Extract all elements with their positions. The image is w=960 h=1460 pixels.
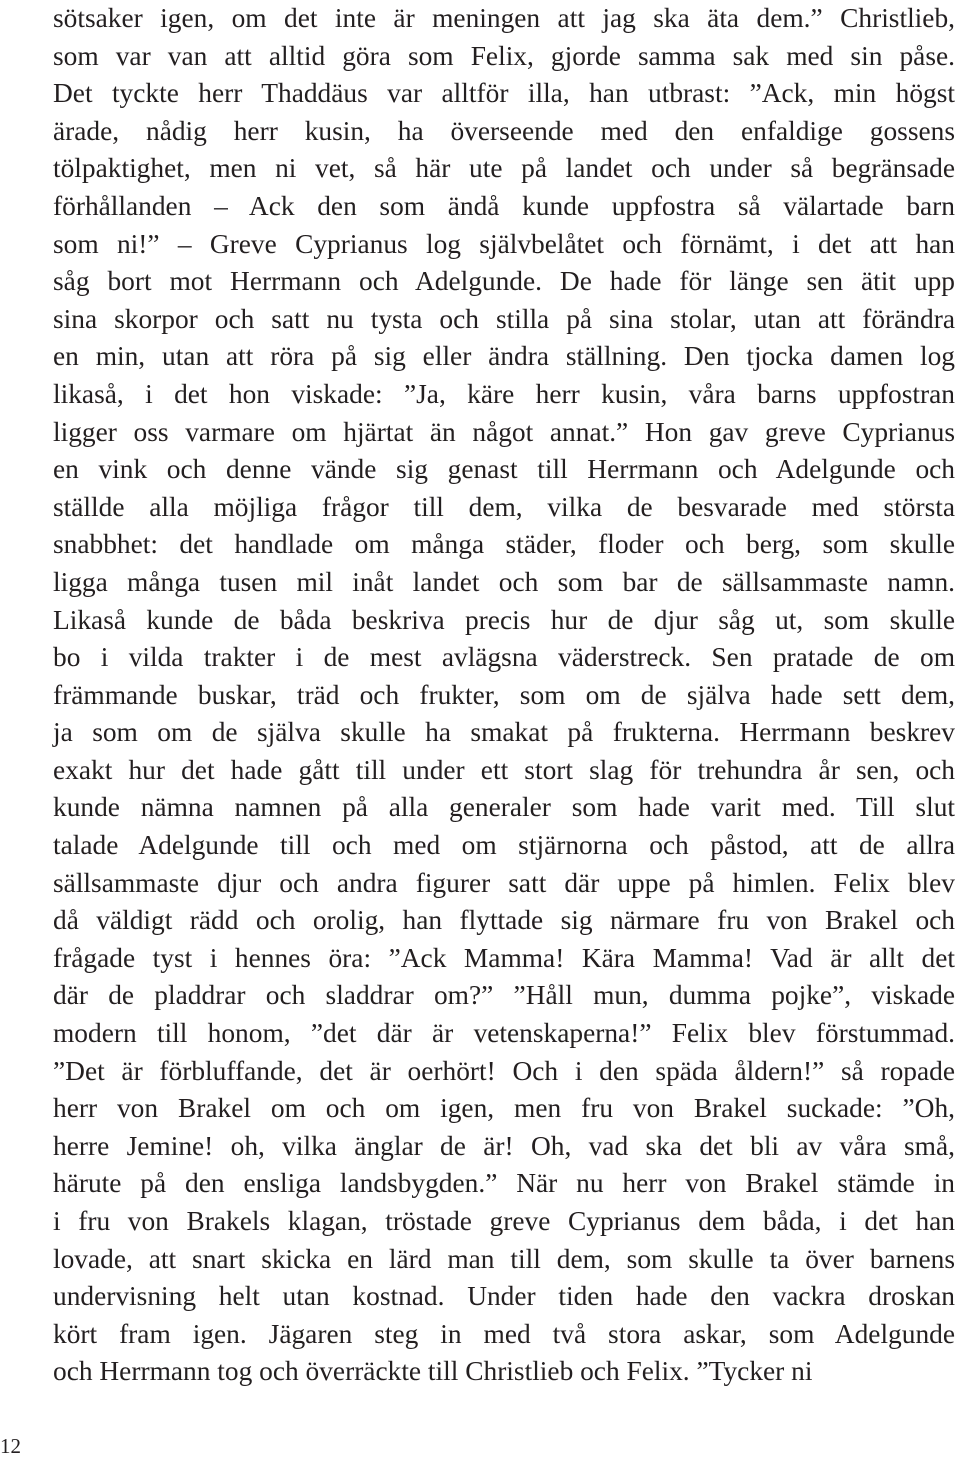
text-line: tölpaktighet, men ni vet, så här ute på landet och under så begränsade: [53, 153, 955, 184]
body-text: [53, 0, 955, 1391]
text-line: herr von Brakel om och om igen, men fru von Brakel suckade: ”Oh,: [53, 1093, 955, 1124]
page-number: 12: [0, 1434, 21, 1458]
text-line: som var van att alltid göra som Felix, gjorde samma sak med sin påse.: [53, 40, 955, 71]
text-line: en vink och denne vände sig genast till Herrmann och Adelgunde och: [53, 454, 955, 485]
text-line: snabbhet: det handlade om många städer, floder och berg, som skulle: [53, 529, 955, 560]
text-line: ligga många tusen mil inåt landet och som bar de sällsammaste namn.: [53, 566, 955, 597]
text-line: lovade, att snart skicka en lärd man till dem, som skulle ta över barnens: [53, 1243, 955, 1274]
text-line: ja som om de själva skulle ha smakat på frukterna. Herrmann beskrev: [53, 717, 955, 748]
text-line: då väldigt rädd och orolig, han flyttade sig närmare fru von Brakel och: [53, 905, 955, 936]
text-line: såg bort mot Herrmann och Adelgunde. De hade för länge sen ätit upp: [53, 266, 955, 297]
text-line: som ni!” – Greve Cyprianus log självbelåtet och förnämt, i det att han: [53, 228, 955, 259]
text-line: herre Jemine! oh, vilka änglar de är! Oh, vad ska det bli av våra små,: [53, 1130, 955, 1161]
text-line: Det tyckte herr Thaddäus var alltför illa, han utbrast: ”Ack, min högst: [53, 78, 955, 109]
text-line: kunde nämna namnen på alla generaler som hade varit med. Till slut: [53, 792, 955, 823]
text-line: sötsaker igen, om det inte är meningen att jag ska äta dem.” Christlieb,: [53, 3, 955, 33]
text-line: förhållanden – Ack den som ändå kunde uppfostra så välartade barn: [53, 190, 955, 221]
text-line: främmande buskar, träd och frukter, som om de själva hade sett dem,: [53, 679, 955, 710]
text-line: exakt hur det hade gått till under ett stort slag för trehundra år sen, och: [53, 754, 955, 785]
text-line: kört fram igen. Jägaren steg in med två stora askar, som Adelgunde: [53, 1318, 955, 1349]
text-line: en min, utan att röra på sig eller ändra ställning. Den tjocka damen log: [53, 341, 955, 372]
text-line: sällsammaste djur och andra figurer satt där uppe på himlen. Felix blev: [53, 867, 955, 898]
text-line: modern till honom, ”det där är vetenskaperna!” Felix blev förstummad.: [53, 1018, 955, 1049]
text-line: ”Det är förbluffande, det är oerhört! Och i den späda åldern!” så ropade: [53, 1055, 955, 1086]
text-line: Likaså kunde de båda beskriva precis hur de djur såg ut, som skulle: [53, 604, 955, 635]
text-line: sina skorpor och satt nu tysta och stilla på sina stolar, utan att förändra: [53, 303, 955, 334]
text-line: härute på den ensliga landsbygden.” När nu herr von Brakel stämde in: [53, 1168, 955, 1199]
text-line: talade Adelgunde till och med om stjärnorna och påstod, att de allra: [53, 830, 955, 861]
text-line: undervisning helt utan kostnad. Under tiden hade den vackra droskan: [53, 1281, 955, 1312]
text-line: bo i vilda trakter i de mest avlägsna väderstreck. Sen pratade de om: [53, 642, 955, 673]
text-line: ärade, nådig herr kusin, ha överseende med den enfaldige gossens: [53, 115, 955, 146]
text-line: ställde alla möjliga frågor till dem, vilka de besvarade med största: [53, 491, 955, 522]
text-line: likaså, i det hon viskade: ”Ja, käre herr kusin, våra barns uppfostran: [53, 378, 955, 409]
text-line: ligger oss varmare om hjärtat än något annat.” Hon gav greve Cyprianus: [53, 416, 955, 447]
text-line: frågade tyst i hennes öra: ”Ack Mamma! Kära Mamma! Vad är allt det: [53, 942, 955, 973]
text-line: där de pladdrar och sladdrar om?” ”Håll mun, dumma pojke”, viskade: [53, 980, 955, 1011]
text-line: i fru von Brakels klagan, tröstade greve Cyprianus dem båda, i det han: [53, 1206, 955, 1236]
text-line: och Herrmann tog och överräckte till Christlieb och Felix. ”Tycker ni: [53, 1356, 813, 1387]
